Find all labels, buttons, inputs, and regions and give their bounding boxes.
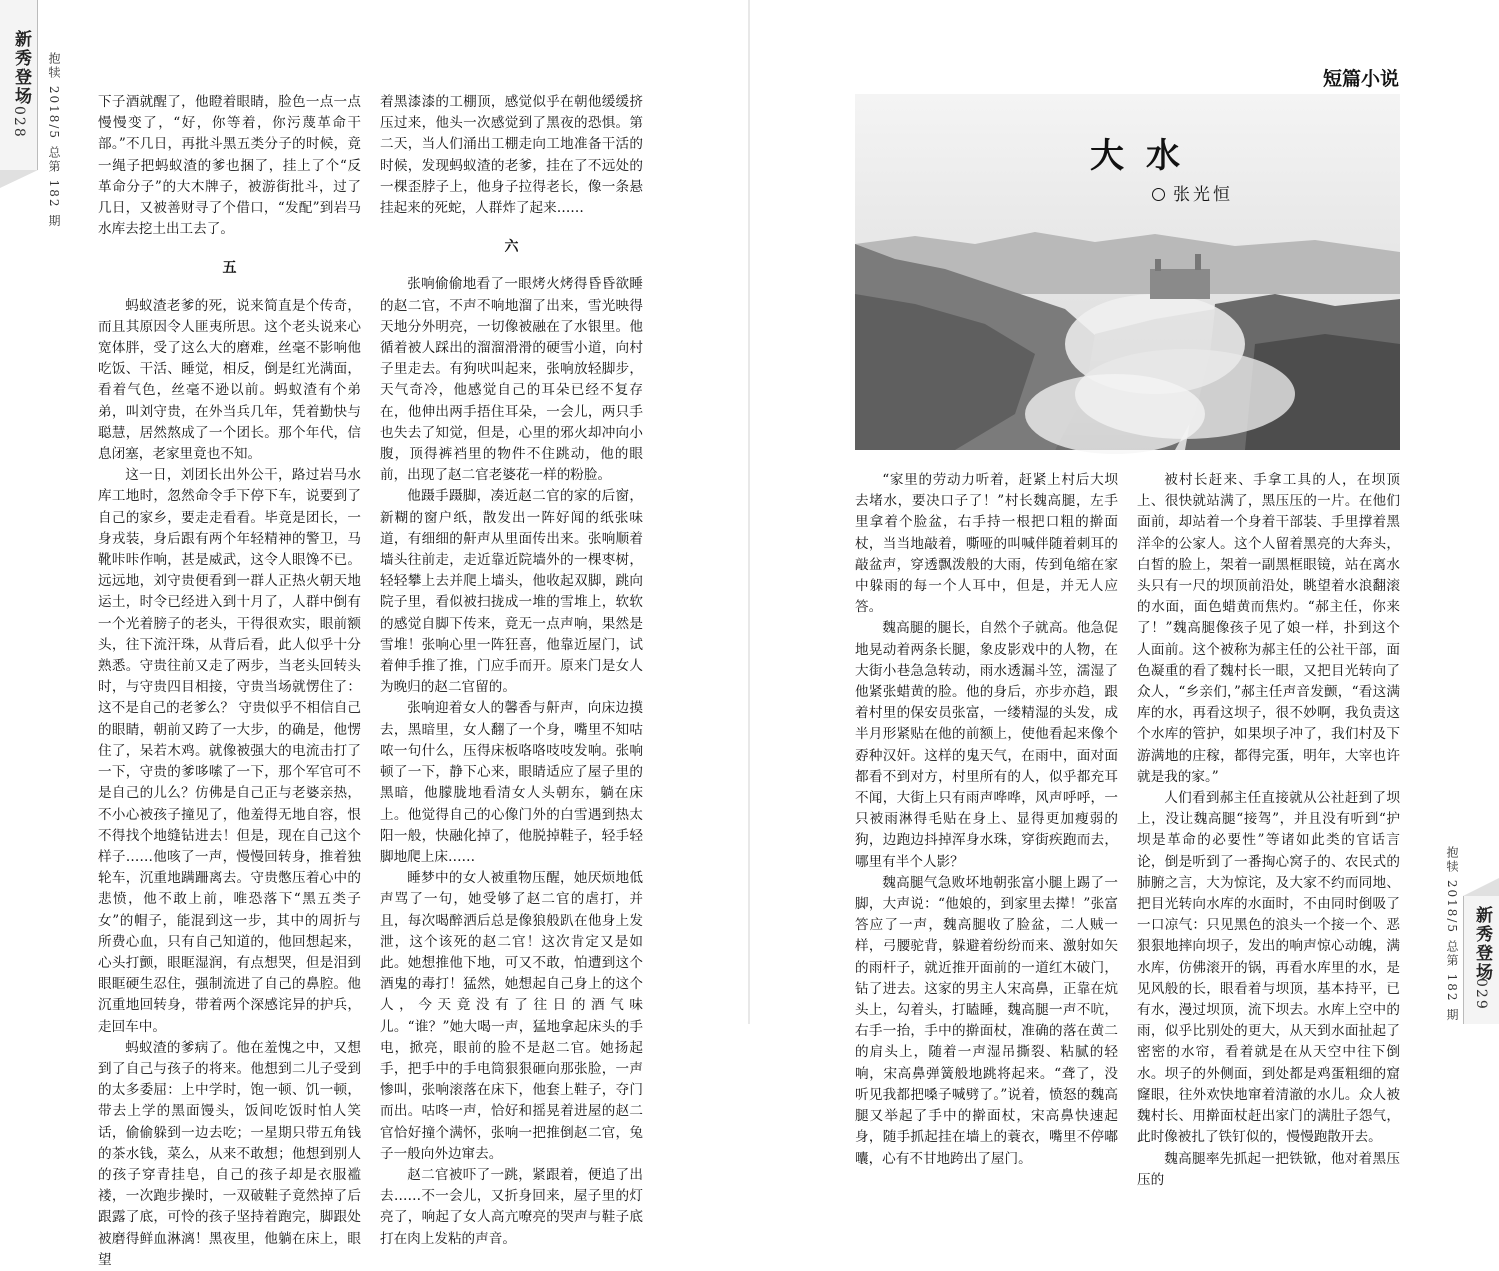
- page-number: 028: [11, 106, 27, 139]
- text-column-2: [380, 92, 643, 1250]
- paragraph: 赵二官被吓了一跳，紧跟着，便追了出去……不一会儿，又折身回来，屋子里的灯亮了，响起了女人高亢嘹亮的哭声与鞋子底打在肉上发粘的声音。: [380, 1166, 643, 1247]
- page-number: 029: [1473, 978, 1489, 1011]
- section-tab-corner: [1463, 878, 1499, 896]
- paragraph: 张响迎着女人的馨香与鼾声，向床边摸去，黑暗里，女人翻了一个身，嘴里不知咕哝一句什么，压得床板咯咯吱吱发响。张响顿了一下，静下心来，眼睛适应了屋子里的黑暗，他朦胧地看清女人头朝东，躺在床上。他觉得自己的心像门外的白雪遇到热太阳一般，快融化掉了，他脱掉鞋子，轻手轻脚地爬上床……: [380, 700, 643, 865]
- paragraph: 这一日，刘团长出外公干，路过岩马水库工地时，忽然命令手下停下车，说要到了自己的家乡，要走走看看。毕竟是团长，一身戎装，身后跟有两个年轻精神的警卫，马靴咔咔作响，甚是威武，这令人眼馋不已。远远地，刘守贵便看到一群人正热火朝天地运土，时令已经进入到十月了，人群中倒有一个光着膀子的老头，干得很欢实，眼前额头，往下流汗珠，从背后看，此人似乎十分熟悉。守贵往前又走了两步，当老头回转头时，与守贵四目相接，守贵当场就愣住了：这不是自己的老爹么？ 守贵似乎不相信自己的眼睛，朝前又跨了一大步，的确是，他愣住了，呆若木鸡。就像被强大的电流击打了一下，守贵的爹哆嗦了一下，那个军官可不是自己的儿么？仿佛是自己正与老婆亲热，不小心被孩子撞见了，他羞得无地自容，恨不得找个地缝钻进去！但是，现在自己这个样子……他咳了一声，慢慢回转身，推着独轮车，沉重地蹒跚离去。守贵憋压着心中的悲愤，他不敢上前，唯恐落下“黑五类子女”的帽子，能混到这一步，其中的周折与所费心血，只有自己知道的，他回想起来，心头打颤，眼眶湿润，有点想哭，但是泪到眼眶硬生忍住，强制流进了自己的鼻腔。他沉重地回转身，带着两个深感诧异的护兵，走回车中。: [98, 467, 361, 1035]
- section-name: 新秀登场: [1472, 906, 1492, 982]
- paragraph: 魏高腿气急败坏地朝张富小腿上踢了一脚，大声说：“他娘的，到家里去撵！”张富答应了一声，魏高腿收了脸盆，二人贼一样，弓腰驼背，躲避着纷纷而来、激射如矢的雨杆子，就近推开面前的一道红木破门，钻了进去。这家的男主人宋高鼻，正靠在炕头上，勾着头，打瞌睡，魏高腿一声不吭，右手一抬，手中的擀面杖，准确的落在黄二的肩头上，随着一声湿吊撕裂、粘腻的轻响，宋高鼻弹簧般地跳将起来。“聋了，没听见我都把嗓子喊劈了。”说着，愤怒的魏高腿又举起了手中的擀面杖，宋高鼻快速起身，随手抓起挂在墙上的蓑衣，嘴里不停嘟囔，心有不甘地跨出了屋门。: [855, 874, 1118, 1167]
- paragraph: 下子酒就醒了，他瞪着眼睛，脸色一点一点慢慢变了，“好，你等着，你污蔑革命干部。”不几日，再批斗黑五类分子的时候，竟一绳子把蚂蚁渣的爹也捆了，挂上了个“反革命分子”的大木牌子，被游街批斗，过了几日，又被善财寻了个借口，“发配”到岩马水库去挖土出工去了。: [98, 94, 361, 238]
- chapter-heading: 六: [504, 239, 519, 256]
- author-byline: [1152, 180, 1233, 205]
- paragraph: 魏高腿的腿长，自然个子就高。他急促地晃动着两条长腿，象皮影戏中的人物，在大街小巷急急转动，雨水透漏斗笠，濡湿了他紧张蜡黄的脸。他的身后，亦步亦趋，跟着村里的保安员张富，一缕精湿的头发，成半月形紧贴在他的前额上，使他看起来像个孬种汉奸。这样的鬼天气，在雨中，面对面都看不到对方，村里所有的人，似乎都充耳不闻，大街上只有雨声哗哗，风声呼呼，一只被雨淋得毛贴在身上、显得更加瘦弱的狗，边跑边抖掉浑身水珠，穿街疾跑而去，哪里有半个人影？: [855, 620, 1118, 870]
- circle-bullet-icon: [1152, 188, 1165, 201]
- text-column-3: [855, 470, 1118, 1170]
- paragraph: 睡梦中的女人被重物压醒，她厌烦地低声骂了一句，她受够了赵二官的虐打，并且，每次喝醉洒后总是像狼般趴在他身上发泄，这个该死的赵二官！这次肯定又是如此。她想推他下地，可又不敢，怕遭到这个酒鬼的毒打！猛然，她想起自己身上的这个人，今天竟没有了往日的酒气味儿。“谁？”她大喝一声，猛地拿起床头的手电，掀亮，眼前的脸不是赵二官。她扬起手，把手中的手电筒狠狠砸向那张脸，一声惨叫，张响滚落在床下，他套上鞋子，夺门而出。咕咚一声，恰好和摇晃着进屋的赵二官恰好撞个满怀，张响一把推倒赵二官，兔子一般向外边窜去。: [380, 870, 643, 1162]
- issue-info: 抱犊 2018/5 总第 182 期: [1445, 846, 1459, 1023]
- text-column-1: [98, 92, 361, 1271]
- section-tab-corner: [0, 170, 38, 188]
- story-title: 大水: [1090, 136, 1202, 176]
- paragraph: 着黑漆漆的工棚顶，感觉似乎在朝他缓缓挤压过来，他头一次感觉到了黑夜的恐惧。第二天，当人们涌出工棚走向工地准备干活的时候，发现蚂蚁渣的老爹，挂在了不远处的一棵歪脖子上，他身子拉得老长，像一条悬挂起来的死蛇，人群炸了起来……: [380, 94, 643, 217]
- paragraph: 蚂蚁渣的爹病了。他在羞愧之中，又想到了自己与孩子的将来。他想到二儿子受到的太多委屈：上中学时，饱一顿、饥一顿，带去上学的黑面馒头，饭间吃饭时怕人笑话，偷偷躲到一边去吃；一星期只带五角钱的茶水钱，菜么，从来不敢想；他想到别人的孩子穿青挂皂，自己的孩子却是衣服褴褛，一次跑步操时，一双破鞋子竟然掉了后跟露了底，可怜的孩子坚持着跑完，脚跟处被磨得鲜血淋漓！黑夜里，他躺在床上，眼望: [98, 1039, 361, 1268]
- issue-info: 抱犊 2018/5 总第 182 期: [47, 52, 61, 229]
- paragraph: 被村长赶来、手拿工具的人，在坝顶上、很快就站满了，黑压压的一片。在他们面前，却站着一个身着干部装、手里撑着黑洋伞的公家人。这个人留着黑亮的大奔头，白皙的脸上，架着一副黑框眼镜，站在离水头只有一尺的坝顶前沿处，眺望着水浪翻滚的水面，面色蜡黄而焦灼。“郝主任，你来了！”魏高腿像孩子见了娘一样，扑到这个人面前。这个被称为郝主任的公社干部，面色凝重的看了魏村长一眼，又把目光转向了众人，“乡亲们，”郝主任声音发颤，“看这满库的水，再看这坝子，很不妙啊，我负责这个水库的管护，如果坝子冲了，我们村及下游满地的庄稼，都得完蛋，明年，大宰也许就是我的家。”: [1137, 472, 1400, 785]
- paragraph: 人们看到郝主任直接就从公社赶到了坝上，没让魏高腿“接驾”，并且没有听到“护坝是革命的必要性”等诸如此类的官话言论，倒是听到了一番掏心窝子的、农民式的肺腑之言，大为惊诧，及大家不约而同地、把目光转向水库的水面时，不由同时倒吸了一口凉气：只见黑色的浪头一个接一个、恶狠狠地摔向坝子，发出的响声惊心动魄，满水库，仿佛滚开的锅，再看水库里的水，是见风般的长，眼看着与坝顶，基本持平，已有水，漫过坝顶，流下坝去。水库上空中的雨，似乎比别处的更大，从天到水面扯起了密密的水帘，看着就是在从天空中往下倒水。坝子的外侧面，到处都是鸡蛋粗细的窟窿眼，往外欢快地窜着清澈的水儿。众人被魏村长、用擀面杖赶出家门的满肚子怨气，此时像被扎了铁钉似的，慢慢跑散开去。: [1137, 790, 1400, 1146]
- author-name: 张光恒: [1173, 185, 1233, 205]
- chapter-heading: 五: [222, 260, 237, 277]
- paragraph: 他蹑手蹑脚，凑近赵二官的家的后窗，新糊的窗户纸，散发出一阵好闻的纸张味道，有细细的鼾声从里面传出来。张响顺着墙头往前走，走近靠近院墙外的一棵枣树，轻轻攀上去并爬上墙头，他收起双脚，跳向院子里，看似被扫拢成一堆的雪堆上，软软的感觉自脚下传来，竟无一点声响，果然是雪堆！张响心里一阵狂喜，他靠近屋门，试着伸手推了推，门应手而开。原来门是女人为晚归的赵二官留的。: [380, 488, 643, 696]
- page-gutter: [748, 0, 750, 1024]
- section-name: 新秀登场: [11, 30, 31, 106]
- paragraph: “家里的劳动力听着，赶紧上村后大坝去堵水，要决口子了！”村长魏高腿，左手里拿着个脸盆，右手持一根把口粗的擀面杖，当当地敲着，嘶哑的叫喊伴随着刺耳的敲盆声，穿透飘泼般的大雨，传到龟缩在家中躲雨的每一个人耳中，但是，并无人应答。: [855, 472, 1118, 616]
- paragraph: 魏高腿率先抓起一把铁锨，他对着黑压压的: [1137, 1150, 1400, 1188]
- paragraph: 蚂蚁渣老爹的死，说来简直是个传奇，而且其原因令人匪夷所思。这个老头说来心宽体胖，受了这么大的磨难，丝毫不影响他吃饭、干活、睡觉，相反，倒是红光满面，看着气色，丝毫不逊以前。蚂蚁渣有个弟弟，叫刘守贵，在外当兵几年，凭着勤快与聪慧，居然熬成了一个团长。那个年代，信息闭塞，老家里竟也不知。: [98, 297, 361, 463]
- paragraph: 张响偷偷地看了一眼烤火烤得昏昏欲睡的赵二官，不声不响地溜了出来，雪光映得天地分外明亮，一切像被融在了水银里。他循着被人踩出的溜溜滑滑的硬雪小道，向村子里走去。有狗吠叫起来，张响放轻脚步，天气奇冷，他感觉自己的耳朵已经不复存在，他伸出两手捂住耳朵，一会儿，两只手也失去了知觉，但是，心里的邪火却冲向小腹，顶得裤裆里的物件不住跳动，他的眼前，出现了赵二官老婆花一样的粉脸。: [380, 276, 643, 484]
- section-label: 短篇小说: [1322, 68, 1399, 90]
- text-column-4: [1137, 470, 1400, 1191]
- left-page: [0, 0, 748, 1268]
